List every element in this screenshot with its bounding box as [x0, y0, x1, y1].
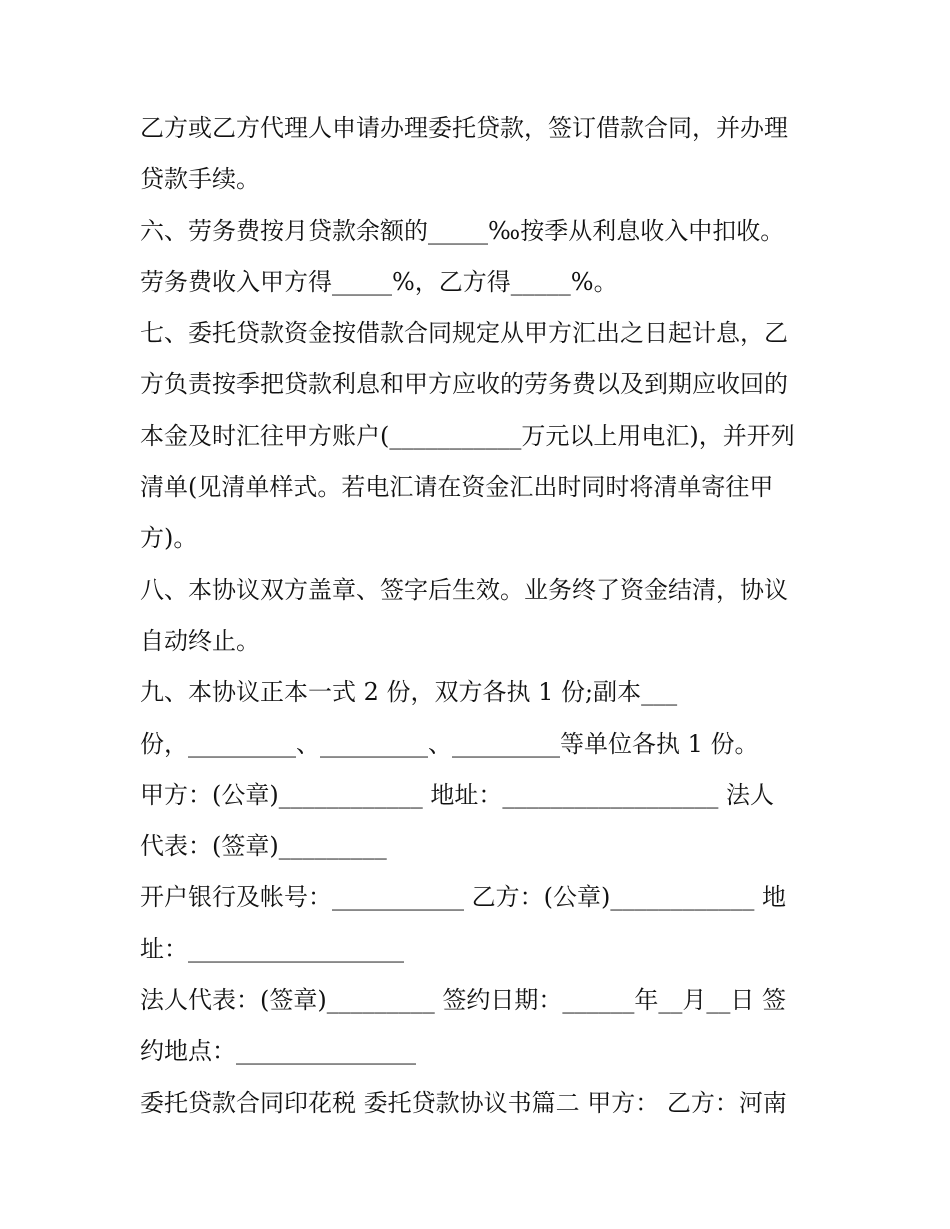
text-line: 乙方或乙方代理人申请办理委托贷款，签订借款合同，并办理: [140, 114, 788, 142]
text-line: 址：__________________: [140, 934, 404, 963]
text-line: 八、本协议双方盖章、签字后生效。业务终了资金结清，协议: [140, 575, 788, 604]
text-line: 份，_________、_________、_________等单位各执 1 份。: [140, 729, 759, 758]
text-line: 代表：(签章)_________: [140, 832, 387, 861]
text-line: 六、劳务费按月贷款余额的_____‰按季从利息收入中扣收。: [140, 216, 785, 245]
text-line: 贷款手续。: [140, 165, 260, 194]
text-line: 七、委托贷款资金按借款合同规定从甲方汇出之日起计息，乙: [140, 319, 788, 348]
text-line: 委托贷款合同印花税 委托贷款协议书篇二 甲方： 乙方：河南: [140, 1088, 787, 1117]
text-line: 甲方：(公章)____________ 地址：__________________ 法人: [140, 780, 774, 809]
text-line: 九、本协议正本一式 2 份，双方各执 1 份;副本___: [140, 678, 678, 707]
text-line: 劳务费收入甲方得_____%，乙方得_____%。: [140, 267, 618, 296]
text-line: 本金及时汇往甲方账户(___________万元以上用电汇)，并开列: [140, 421, 795, 450]
text-line: 约地点：_______________: [140, 1037, 416, 1066]
text-line: 清单(见清单样式。若电汇请在资金汇出时同时将清单寄往甲: [140, 473, 774, 502]
text-line: 方负责按季把贷款利息和甲方应收的劳务费以及到期应收回的: [140, 370, 788, 399]
text-line: 开户银行及帐号：___________ 乙方：(公章)____________ 地: [140, 883, 786, 912]
text-line: 方)。: [140, 524, 198, 553]
text-line: 法人代表：(签章)_________ 签约日期：______年__月__日 签: [140, 986, 786, 1015]
text-line: 自动终止。: [140, 626, 260, 655]
document-body: [140, 103, 820, 1129]
